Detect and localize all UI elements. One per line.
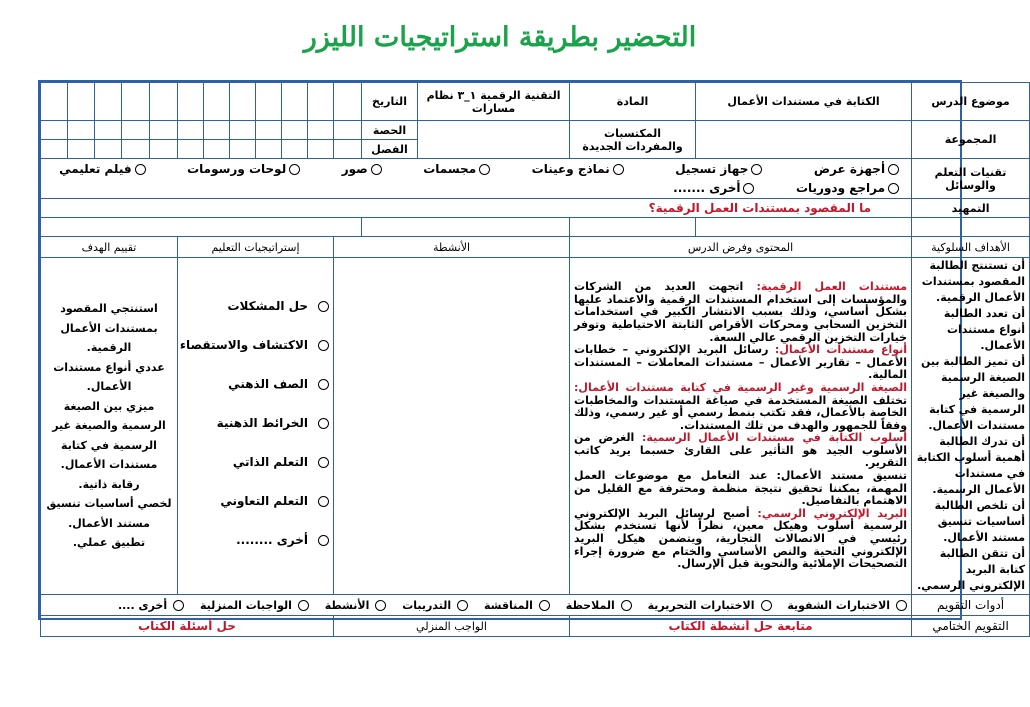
class-cell[interactable] [41, 140, 68, 159]
tool-option[interactable]: جهاز تسجيل [675, 160, 762, 178]
eval-option[interactable]: المناقشة [478, 599, 550, 612]
assessment-item: تطبيق عملي. [72, 536, 146, 550]
date-cell[interactable] [308, 83, 334, 121]
tool-option[interactable]: نماذج وعينات [532, 160, 624, 178]
date-cell[interactable] [204, 83, 230, 121]
class-cell[interactable] [256, 140, 282, 159]
content-paragraph: الصيغة الرسمية وغير الرسمية في كتابة مستندات الأعمال: تختلف الصيغة المستخدمة في صياغة المستندات والمخاطبات الخاصة بالأعمال، فقد تكتب بنمط رسمي أو غير رسمي، وذلك وفقاً للجمهور والهدف من تلك المستندات. [574, 380, 908, 432]
period-cell[interactable] [334, 121, 362, 140]
content-cell [570, 258, 912, 595]
tool-option[interactable]: صور [342, 160, 382, 178]
lesson-plan-sheet [38, 80, 1026, 633]
objective-item: أن تستنتج الطالبة المقصود بمستندات الأعمال الرقمية. [921, 259, 1026, 304]
strategy-option[interactable]: الصف الذهني [182, 377, 329, 416]
final-eval-label: التقويم الختامي [912, 616, 1030, 637]
eval-option[interactable]: الملاحظة [560, 599, 632, 612]
assessment-item: عددي أنواع مستندات الأعمال. [53, 360, 165, 394]
intro-question: ما المقصود بمستندات العمل الرقمية؟ [41, 199, 912, 218]
topic-value: الكتابة في مستندات الأعمال [696, 83, 912, 121]
group-label: المجموعة [912, 121, 1030, 159]
date-cell[interactable] [122, 83, 150, 121]
class-cell[interactable] [308, 140, 334, 159]
activities-header: الأنشطة [334, 237, 570, 258]
spacer-cell [41, 218, 362, 237]
date-cell[interactable] [150, 83, 178, 121]
tool-option[interactable]: أجهزة عرض [814, 160, 899, 178]
objective-item: أن تدرك الطالبة أهمية أسلوب الكتابة في مستندات الأعمال الرسمية. [916, 435, 1026, 496]
date-cell[interactable] [178, 83, 204, 121]
strategy-option[interactable]: أخرى ........ [182, 533, 329, 553]
class-cell[interactable] [68, 140, 95, 159]
eval-option[interactable]: أخرى .... [112, 599, 184, 612]
activities-cell[interactable] [334, 258, 570, 595]
eval-option[interactable]: الأنشطة [319, 599, 387, 612]
period-cell[interactable] [178, 121, 204, 140]
period-cell[interactable] [256, 121, 282, 140]
class-cell[interactable] [178, 140, 204, 159]
assessment-cell [41, 258, 178, 595]
spacer-cell [570, 218, 696, 237]
class-cell[interactable] [334, 140, 362, 159]
eval-option[interactable]: الاختبارات الشفوية [781, 599, 907, 612]
objectives-header: الأهداف السلوكية [912, 237, 1030, 258]
date-cell[interactable] [68, 83, 95, 121]
objectives-cell [912, 258, 1030, 595]
assessment-item: رقابة ذاتية. [78, 477, 140, 491]
tools-label: تقنيات التعلم والوسائل [912, 159, 1030, 199]
date-label: التاريخ [362, 83, 418, 121]
period-cell[interactable] [68, 121, 95, 140]
page-title: التحضير بطريقة استراتيجيات الليزر [303, 22, 697, 53]
tool-option[interactable]: مجسمات [423, 160, 490, 178]
period-label: الحصة [362, 121, 418, 140]
class-cell[interactable] [204, 140, 230, 159]
assessment-item: ميزي بين الصيغة الرسمية والصيغة غير الرسمية في كتابة مستندات الأعمال. [52, 399, 166, 472]
date-cell[interactable] [282, 83, 308, 121]
final-eval-value: متابعة حل أنشطة الكتاب [570, 616, 912, 637]
date-cell[interactable] [256, 83, 282, 121]
content-paragraph: مستندات العمل الرقمية: اتجهت العديد من الشركات والمؤسسات إلى استخدام المستندات الرقمية والاعتماد عليها بشكل أساسي، وذلك بسبب الانتشار الكبير في استخدامات التخزين السحابي ومحركات الأقراص الثابتة الاحتياطية وتوفر خيارات التخزين الرقمي عالي السعة. [574, 280, 908, 344]
objective-item: أن تعدد الطالبة أنواع مستندات الأعمال. [943, 307, 1026, 352]
period-cell[interactable] [282, 121, 308, 140]
group-value[interactable] [696, 121, 912, 159]
date-cell[interactable] [41, 83, 68, 121]
content-paragraph: أسلوب الكتابة في مستندات الأعمال الرسمية: الغرض من الأسلوب الجيد هو التأثير على القارئ حسبما يريد كاتب التقرير. [574, 431, 908, 470]
subject-value: التقنية الرقمية ١_٣ نظام مسارات [418, 83, 570, 121]
eval-option[interactable]: الواجبات المنزلية [194, 599, 309, 612]
evaluation-tools-label: أدوات التقويم [912, 595, 1030, 616]
objective-item: أن تلخص الطالبة أساسيات تنسيق مستند الأعمال. [934, 499, 1026, 544]
vocab-label: المكتسبات والمفردات الجديدة [570, 121, 696, 159]
tool-option[interactable]: مراجع ودوريات [796, 179, 899, 197]
objective-item: أن تميز الطالبة بين الصيغة الرسمية والصيغة غير الرسمية في كتابة مستندات الأعمال. [921, 355, 1026, 432]
period-cell[interactable] [308, 121, 334, 140]
period-cell[interactable] [150, 121, 178, 140]
assessment-item: لخصي أساسيات تنسيق مستند الأعمال. [46, 497, 172, 530]
evaluation-tools-options [41, 595, 912, 616]
spacer-cell [912, 218, 1030, 237]
content-paragraph: أنواع مستندات الأعمال: رسائل البريد الإلكتروني – خطابات الأعمال – تقارير الأعمال – مستندات المعاملات – المستندات المالية. [574, 343, 908, 382]
assessment-item: استنتجي المقصود بمستندات الأعمال الرقمية. [60, 302, 158, 355]
tool-option[interactable]: لوحات ورسومات [187, 160, 300, 178]
strategies-header: إستراتيجيات التعليم [178, 237, 334, 258]
spacer-cell [362, 218, 570, 237]
period-cell[interactable] [122, 121, 150, 140]
class-cell[interactable] [95, 140, 122, 159]
class-cell[interactable] [122, 140, 150, 159]
content-paragraph: تنسيق مستند الأعمال: عند التعامل مع موضوعات العمل المهمة، يمكننا تحقيق نتيجة منظمة ومحترفة مع القليل من الاهتمام بالتفاصيل. [574, 469, 908, 508]
subject-label: المادة [570, 83, 696, 121]
class-cell[interactable] [282, 140, 308, 159]
objective-item: أن تتقن الطالبة كتابة البريد الإلكتروني الرسمي. [917, 547, 1026, 592]
date-cell[interactable] [95, 83, 122, 121]
strategy-option[interactable]: الاكتشاف والاستقصاء [182, 338, 329, 377]
assessment-header: تقييم الهدف [41, 237, 178, 258]
strategy-option[interactable]: الخرائط الذهنية [182, 416, 329, 455]
strategy-option[interactable]: حل المشكلات [182, 299, 329, 338]
date-cell[interactable] [230, 83, 256, 121]
period-cell[interactable] [230, 121, 256, 140]
lesson-plan-table [40, 82, 1030, 637]
class-cell[interactable] [150, 140, 178, 159]
intro-label: التمهيد [912, 199, 1030, 218]
strategy-option[interactable]: التعلم الذاتي [182, 455, 329, 494]
class-cell[interactable] [230, 140, 256, 159]
content-paragraph: البريد الإلكتروني الرسمي: أصبح لرسائل البريد الإلكتروني الرسمية أسلوب وهيكل معين، نظراً لأنها تستخدم بشكل رئيسي في الاتصالات التجارية، ويتضمن هيكل البريد الإلكتروني التحية والنص الأساسي والختام مع ضرورة إجراء التصحيحات الإملائية والنحوية قبل الإرسال. [574, 506, 908, 571]
spacer-cell [696, 218, 912, 237]
tools-options [41, 159, 912, 199]
content-header: المحتوى وفرض الدرس [570, 237, 912, 258]
class-label: الفصل [362, 140, 418, 159]
eval-option[interactable]: الاختبارات التحريرية [642, 599, 772, 612]
strategy-option[interactable]: التعلم التعاوني [182, 494, 329, 533]
period-cell[interactable] [41, 121, 68, 140]
strategies-cell [178, 258, 334, 595]
homework-label: الواجب المنزلي [334, 616, 570, 637]
date-cell[interactable] [334, 83, 362, 121]
eval-option[interactable]: التدريبات [396, 599, 468, 612]
vocab-value[interactable] [418, 121, 570, 159]
tool-option[interactable]: أخرى ....... [673, 179, 754, 197]
period-cell[interactable] [204, 121, 230, 140]
topic-label: موضوع الدرس [912, 83, 1030, 121]
period-cell[interactable] [95, 121, 122, 140]
homework-value: حل أسئلة الكتاب [41, 616, 334, 637]
tool-option[interactable]: فيلم تعليمي [59, 160, 146, 178]
